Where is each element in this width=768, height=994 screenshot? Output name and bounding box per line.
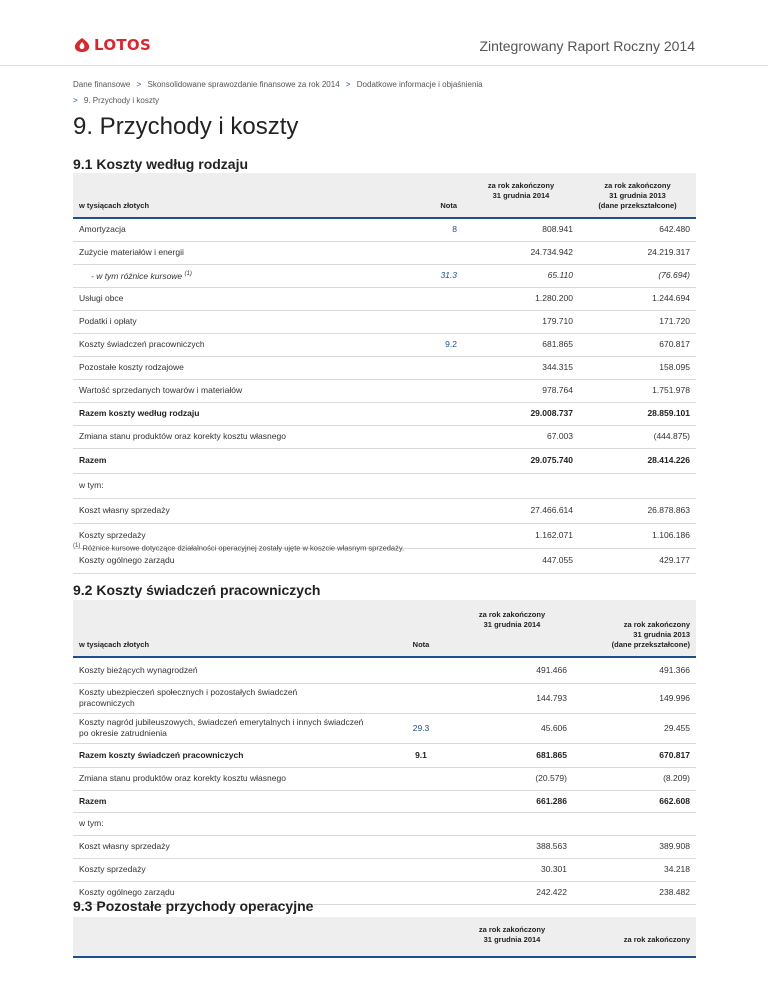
value-2014: 179.710 xyxy=(463,310,579,333)
table-row-total xyxy=(73,743,696,767)
nota-cell xyxy=(413,548,463,573)
nota-cell xyxy=(391,657,451,683)
header-label xyxy=(73,917,391,957)
value-2014: 144.793 xyxy=(451,683,573,713)
header-2013-line: za rok zakończony xyxy=(604,181,671,190)
footnote-mark: (1) xyxy=(184,271,192,278)
footnote xyxy=(73,543,404,553)
value-2013: 491.366 xyxy=(573,657,696,683)
table-row xyxy=(73,657,696,683)
row-label: Koszt własny sprzedaży xyxy=(73,835,391,858)
header-divider xyxy=(0,65,768,66)
header-2013-line: (dane przekształcone) xyxy=(598,201,677,210)
header-2014 xyxy=(463,173,579,218)
value-2013: 158.095 xyxy=(579,356,696,379)
nota-cell xyxy=(413,498,463,523)
header-nota: Nota xyxy=(413,173,463,218)
table-row xyxy=(73,310,696,333)
nota-link[interactable]: 9.1 xyxy=(391,743,451,767)
row-label: w tym: xyxy=(73,473,413,498)
nota-link[interactable]: 8 xyxy=(413,218,463,241)
value-2013: 1.244.694 xyxy=(579,287,696,310)
row-label: - w tym różnice kursowe xyxy=(91,270,183,281)
value-2013: 28.859.101 xyxy=(579,402,696,425)
table-row xyxy=(73,713,696,743)
nota-cell xyxy=(413,310,463,333)
nota-cell xyxy=(413,523,463,548)
table-row xyxy=(73,356,696,379)
lotos-flame-icon xyxy=(73,37,91,53)
value-2013: 29.455 xyxy=(573,713,696,743)
value-2013: 24.219.317 xyxy=(579,241,696,264)
nota-cell xyxy=(413,356,463,379)
value-2013: (444.875) xyxy=(579,425,696,448)
nota-cell xyxy=(391,767,451,790)
table-header-row xyxy=(73,917,696,957)
section-title-9-1: 9.1 Koszty według rodzaju xyxy=(73,156,249,172)
row-label: w tym: xyxy=(73,812,391,835)
value-2013: 389.908 xyxy=(573,835,696,858)
header-2014-line: za rok zakończony xyxy=(478,610,546,619)
nota-link[interactable]: 31.3 xyxy=(413,264,463,287)
row-label: Razem koszty świadczeń pracowniczych xyxy=(73,743,391,767)
section-title-9-3: 9.3 Pozostałe przychody operacyjne xyxy=(73,898,314,914)
row-label: Koszty ogólnego zarządu xyxy=(73,881,391,904)
logo-text: LOTOS xyxy=(94,36,152,54)
row-label: Usługi obce xyxy=(73,287,413,310)
value-2014: 447.055 xyxy=(463,548,579,573)
value-2013 xyxy=(579,473,696,498)
header-2013 xyxy=(573,600,696,657)
nota-cell xyxy=(391,790,451,812)
value-2014: 681.865 xyxy=(463,333,579,356)
value-2013: 238.482 xyxy=(573,881,696,904)
header-2014-line: 31 grudnia 2014 xyxy=(483,935,541,944)
value-2013: 1.106.186 xyxy=(579,523,696,548)
row-label: Zużycie materiałów i energii xyxy=(73,241,413,264)
row-label: Pozostałe koszty rodzajowe xyxy=(73,356,413,379)
value-2014: 30.301 xyxy=(451,858,573,881)
value-2014: (20.579) xyxy=(451,767,573,790)
breadcrumb-item-current[interactable]: 9. Przychody i koszty xyxy=(83,96,160,105)
row-label: Amortyzacja xyxy=(73,218,413,241)
row-label: Razem xyxy=(73,448,413,473)
value-2013: 171.720 xyxy=(579,310,696,333)
value-2014: 1.280.200 xyxy=(463,287,579,310)
table-row xyxy=(73,498,696,523)
value-2014: 344.315 xyxy=(463,356,579,379)
table-row-total xyxy=(73,448,696,473)
value-2014: 491.466 xyxy=(451,657,573,683)
table-row xyxy=(73,425,696,448)
value-2013: 429.177 xyxy=(579,548,696,573)
value-2014: 29.075.740 xyxy=(463,448,579,473)
page-title: 9. Przychody i koszty xyxy=(73,113,299,140)
value-2014 xyxy=(451,812,573,835)
table-row xyxy=(73,333,696,356)
header-label: w tysiącach złotych xyxy=(73,600,391,657)
row-label: Koszty ubezpieczeń społecznych i pozostałych świadczeń pracowniczych xyxy=(73,683,391,713)
value-2013 xyxy=(573,812,696,835)
breadcrumb-item-dodatkowe-informacje[interactable]: Dodatkowe informacje i objaśnienia xyxy=(356,80,483,89)
value-2013: 670.817 xyxy=(579,333,696,356)
row-label-cell xyxy=(73,264,413,287)
value-2013: 34.218 xyxy=(573,858,696,881)
breadcrumb-separator-icon: > xyxy=(73,96,78,105)
table-row xyxy=(73,835,696,858)
row-label: Wartość sprzedanych towarów i materiałów xyxy=(73,379,413,402)
row-label: Koszty ogólnego zarządu xyxy=(73,548,413,573)
nota-cell xyxy=(413,379,463,402)
nota-cell xyxy=(391,858,451,881)
table-header-row xyxy=(73,173,696,218)
row-label: Podatki i opłaty xyxy=(73,310,413,333)
value-2014 xyxy=(463,473,579,498)
header-nota: Nota xyxy=(391,600,451,657)
value-2013: (76.694) xyxy=(579,264,696,287)
value-2013: 662.608 xyxy=(573,790,696,812)
row-label: Koszt własny sprzedaży xyxy=(73,498,413,523)
value-2013: 670.817 xyxy=(573,743,696,767)
value-2014: 24.734.942 xyxy=(463,241,579,264)
value-2014: 29.008.737 xyxy=(463,402,579,425)
breadcrumb-item-dane-finansowe[interactable]: Dane finansowe xyxy=(73,80,131,89)
table-header-row xyxy=(73,600,696,657)
header-2013-line: 31 grudnia 2013 xyxy=(633,630,690,639)
table-row xyxy=(73,287,696,310)
value-2014: 45.606 xyxy=(451,713,573,743)
row-label: Koszty nagród jubileuszowych, świadczeń emerytalnych i innych świadczeń po okresie zatrudnienia xyxy=(73,713,391,743)
header-2014-line: 31 grudnia 2014 xyxy=(492,191,550,200)
report-title: Zintegrowany Raport Roczny 2014 xyxy=(479,38,695,54)
value-2014: 1.162.071 xyxy=(463,523,579,548)
row-label: Koszty bieżących wynagrodzeń xyxy=(73,657,391,683)
row-label: Koszty sprzedaży xyxy=(73,858,391,881)
table-row xyxy=(73,264,696,287)
section-title-9-2: 9.2 Koszty świadczeń pracowniczych xyxy=(73,582,321,598)
header-label: w tysiącach złotych xyxy=(73,173,413,218)
row-label: Razem xyxy=(73,790,391,812)
footnote-mark: (1) xyxy=(73,543,81,549)
header-2013-line: 31 grudnia 2013 xyxy=(609,191,666,200)
value-2014: 978.764 xyxy=(463,379,579,402)
header-2014-line: za rok zakończony xyxy=(478,925,546,934)
breadcrumb-item-sprawozdanie[interactable]: Skonsolidowane sprawozdanie finansowe za rok 2014 xyxy=(147,80,340,89)
nota-cell xyxy=(413,241,463,264)
nota-cell xyxy=(391,812,451,835)
table-row xyxy=(73,218,696,241)
table-row xyxy=(73,767,696,790)
value-2013: 149.996 xyxy=(573,683,696,713)
row-label: Zmiana stanu produktów oraz korekty kosztu własnego xyxy=(73,425,413,448)
header-2013 xyxy=(573,917,696,957)
nota-cell xyxy=(413,402,463,425)
breadcrumb-separator-icon: > xyxy=(345,80,351,89)
value-2014: 388.563 xyxy=(451,835,573,858)
table-row-total xyxy=(73,790,696,812)
header-2013-line: (dane przekształcone) xyxy=(611,640,690,649)
nota-link[interactable]: 29.3 xyxy=(391,713,451,743)
table-employee-benefits xyxy=(73,600,696,905)
table-row xyxy=(73,858,696,881)
header-2013-line: za rok zakończony xyxy=(623,620,690,629)
table-row xyxy=(73,812,696,835)
value-2014: 808.941 xyxy=(463,218,579,241)
nota-link[interactable]: 9.2 xyxy=(413,333,463,356)
value-2013: 26.878.863 xyxy=(579,498,696,523)
value-2014: 681.865 xyxy=(451,743,573,767)
row-label: Razem koszty według rodzaju xyxy=(73,402,413,425)
lotos-logo[interactable] xyxy=(73,36,151,54)
nota-cell xyxy=(391,683,451,713)
footnote-text: Różnice kursowe dotyczące działalności operacyjnej zostały ujęte w koszcie własnym sprzedaży. xyxy=(82,543,405,553)
header-2013-line: za rok zakończony xyxy=(623,935,690,944)
header-2014-line: 31 grudnia 2014 xyxy=(483,620,541,629)
header-2014 xyxy=(451,917,573,957)
nota-cell xyxy=(413,448,463,473)
value-2014: 242.422 xyxy=(451,881,573,904)
value-2014: 65.110 xyxy=(463,264,579,287)
nota-cell xyxy=(413,287,463,310)
header-2013 xyxy=(579,173,696,218)
row-label: Koszty sprzedaży xyxy=(73,523,413,548)
table-costs-by-type xyxy=(73,173,696,574)
table-row xyxy=(73,473,696,498)
table-other-operating-income xyxy=(73,917,696,958)
value-2013: 1.751.978 xyxy=(579,379,696,402)
header-2014 xyxy=(451,600,573,657)
value-2013: 28.414.226 xyxy=(579,448,696,473)
value-2014: 67.003 xyxy=(463,425,579,448)
header-nota xyxy=(391,917,451,957)
nota-cell xyxy=(391,835,451,858)
table-row xyxy=(73,241,696,264)
header-2014-line: za rok zakończony xyxy=(487,181,555,190)
breadcrumb-separator-icon: > xyxy=(136,80,142,89)
table-row-total xyxy=(73,402,696,425)
value-2013: (8.209) xyxy=(573,767,696,790)
row-label: Zmiana stanu produktów oraz korekty kosztu własnego xyxy=(73,767,391,790)
table-row xyxy=(73,379,696,402)
table-row xyxy=(73,683,696,713)
nota-cell xyxy=(413,425,463,448)
breadcrumb xyxy=(73,77,483,109)
value-2013: 642.480 xyxy=(579,218,696,241)
value-2014: 27.466.614 xyxy=(463,498,579,523)
row-label: Koszty świadczeń pracowniczych xyxy=(73,333,413,356)
value-2014: 661.286 xyxy=(451,790,573,812)
nota-cell xyxy=(413,473,463,498)
nota-cell xyxy=(391,881,451,904)
